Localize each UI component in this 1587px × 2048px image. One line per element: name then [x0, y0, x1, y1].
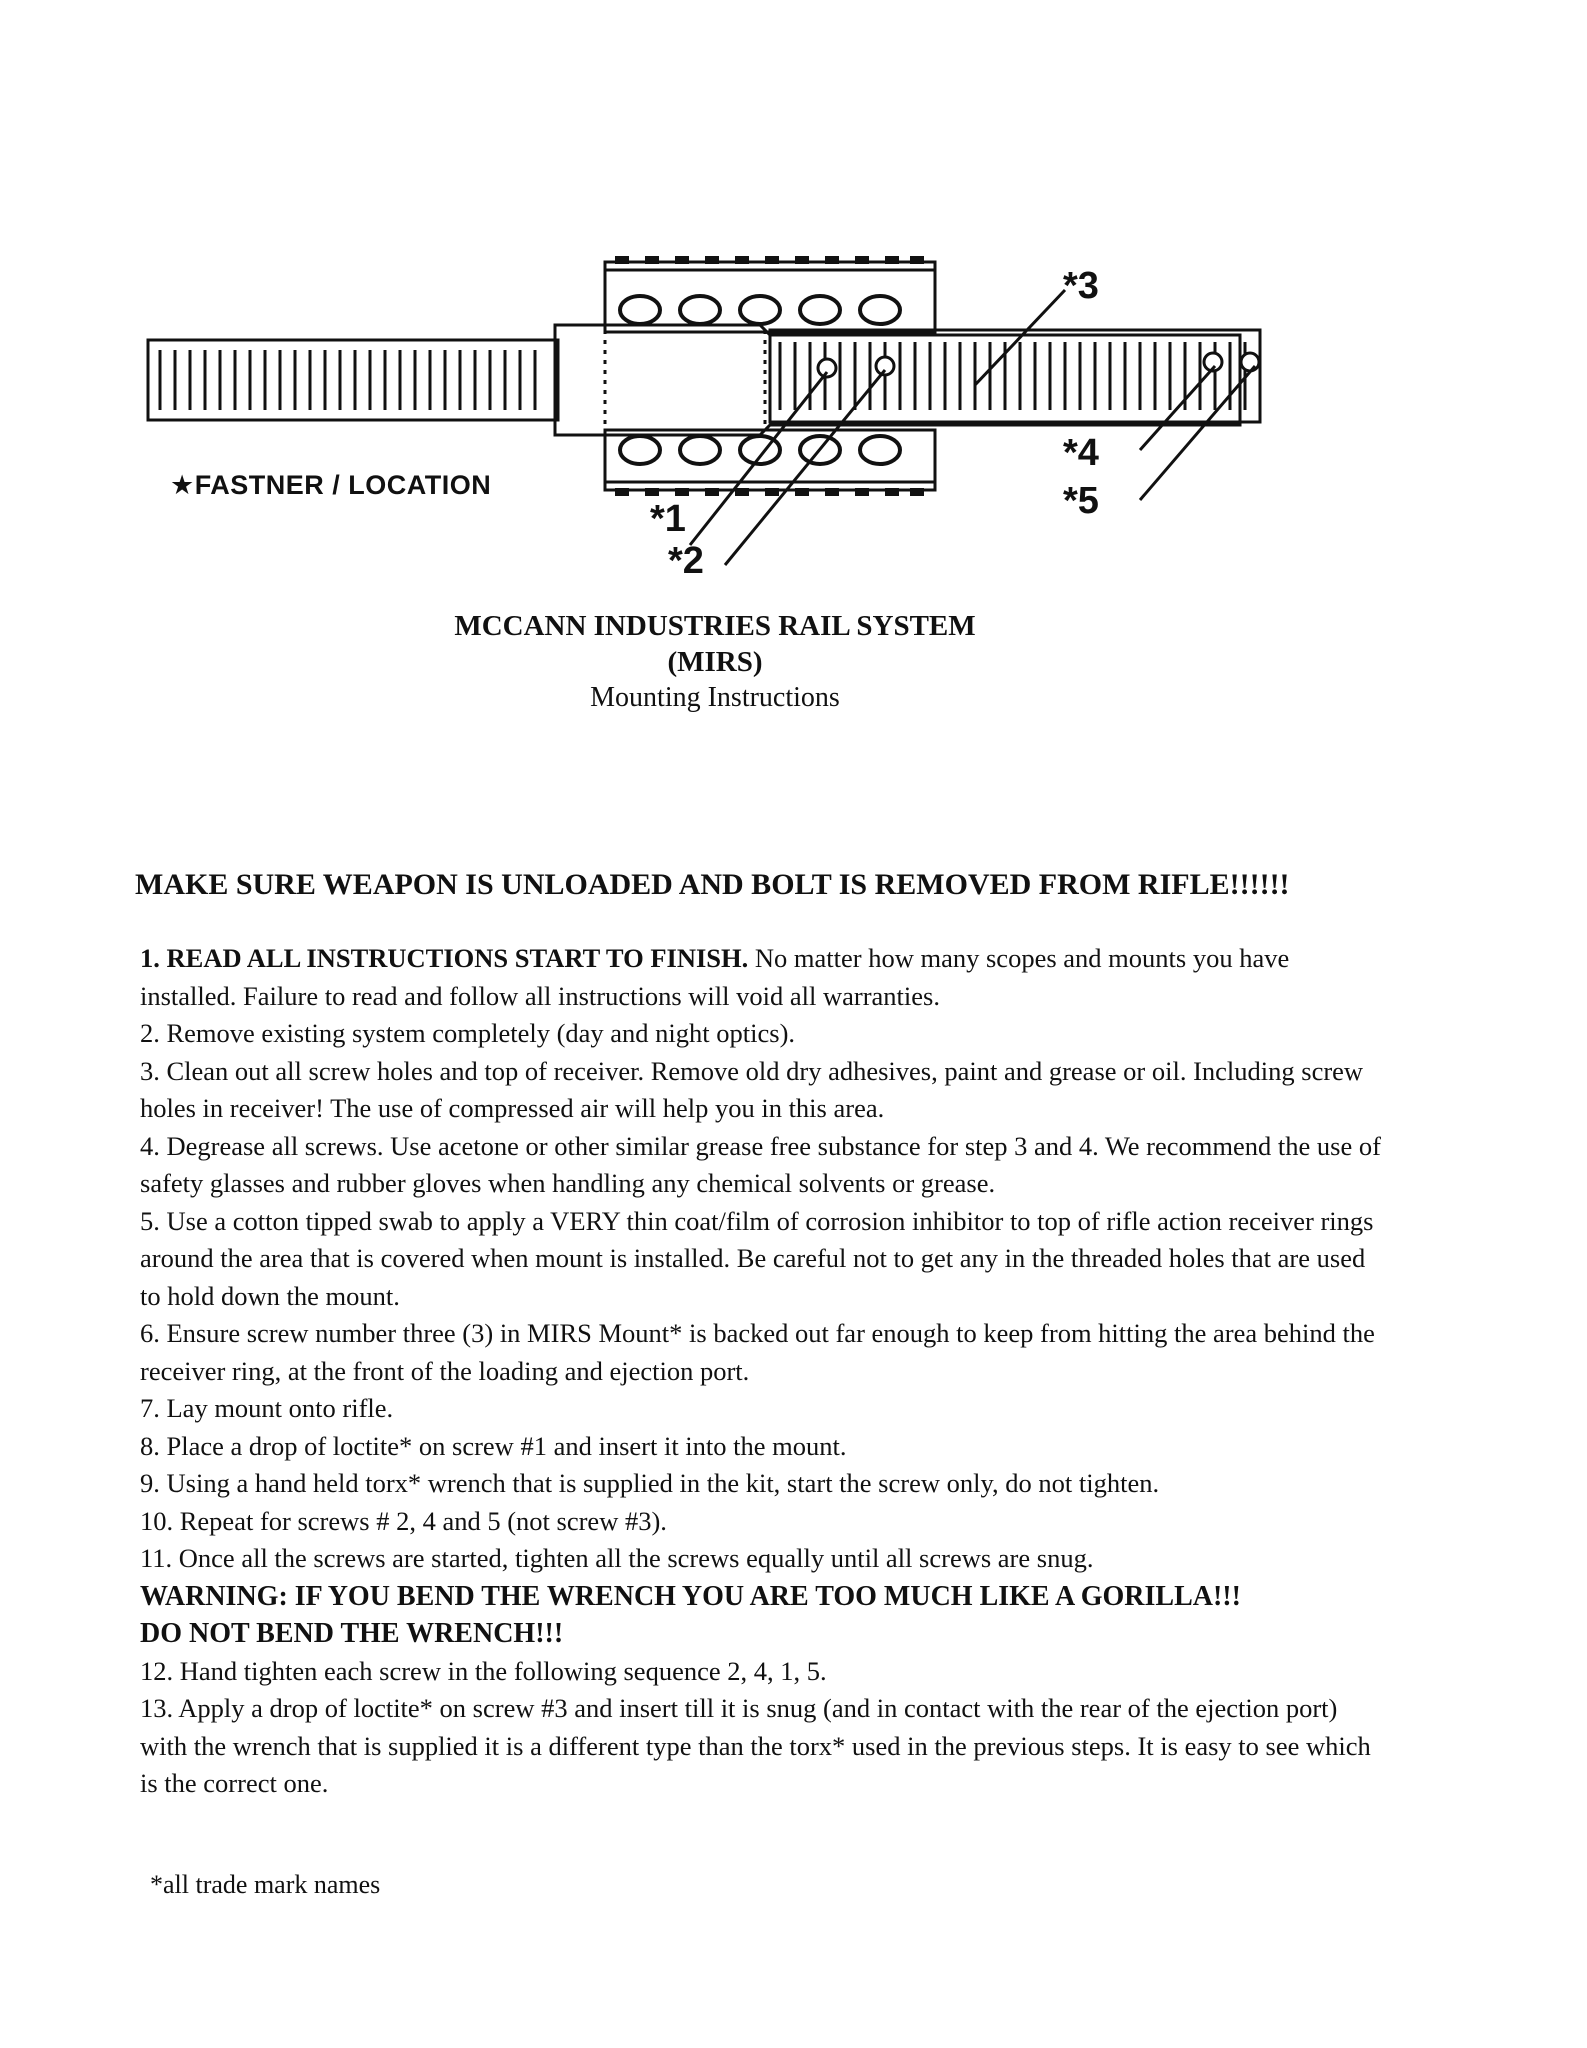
- right-rail-ribs: [780, 342, 1245, 410]
- clamp-bolts: [620, 296, 900, 464]
- step-item: 11. Once all the screws are started, tighten all the screws equally until all screws are snug.: [140, 1543, 1094, 1573]
- instruction-steps: [140, 940, 1390, 1803]
- center-body: [555, 325, 1240, 435]
- step-item: 6. Ensure screw number three (3) in MIRS Mount* is backed out far enough to keep from hitting the area behind the receiver ring, at the front of the loading and ejection port.: [140, 1318, 1375, 1386]
- unload-warning: MAKE SURE WEAPON IS UNLOADED AND BOLT IS REMOVED FROM RIFLE!!!!!!: [135, 868, 1290, 901]
- callout-1: *1: [650, 498, 686, 540]
- rail-diagram-svg: [0, 0, 1587, 600]
- step-item: 8. Place a drop of loctite* on screw #1 and insert it into the mount.: [140, 1430, 847, 1461]
- left-rail: [148, 340, 558, 420]
- title-line-2: (MIRS): [667, 646, 763, 678]
- title-line-1: MCCANN INDUSTRIES RAIL SYSTEM: [454, 610, 976, 642]
- step-item: 10. Repeat for screws # 2, 4 and 5 (not screw #3).: [140, 1505, 667, 1536]
- callout-2: *2: [668, 540, 704, 582]
- leader-4: [1140, 366, 1215, 450]
- step-item: 7. Lay mount onto rifle.: [140, 1393, 394, 1423]
- step-item: 9. Using a hand held torx* wrench that is supplied in the kit, start the screw only, do not tighten.: [140, 1468, 1160, 1498]
- screw-5: [1241, 353, 1259, 371]
- step-item: 3. Clean out all screw holes and top of receiver. Remove old dry adhesives, paint and grease or oil. Including screw holes in receiver! The use of compressed air will help you in this area.: [140, 1055, 1364, 1123]
- gorilla-warning: WARNING: IF YOU BEND THE WRENCH YOU ARE TOO MUCH LIKE A GORILLA!!!: [140, 1580, 1241, 1612]
- step-item: 4. Degrease all screws. Use acetone or other similar grease free substance for step 3 and 4. We recommend the use of safety glasses and rubber gloves when handling any chemical solvents or grease.: [140, 1130, 1381, 1198]
- callout-3: *3: [1063, 265, 1099, 307]
- step-item: 1. READ ALL INSTRUCTIONS START TO FINISH. No matter how many scopes and mounts you have installed. Failure to read and follow all instructions will void all warranties.: [140, 943, 1290, 1011]
- rail-diagram: [0, 0, 1587, 600]
- left-rail-ribs: [160, 350, 535, 410]
- step-item: 13. Apply a drop of loctite* on screw #3 and insert till it is snug (and in contact with the rear of the ejection port) with the wrench that is supplied it is a different type than the torx* used in the previous steps. It is easy to see which is the correct one.: [140, 1693, 1371, 1798]
- step-item: 5. Use a cotton tipped swab to apply a VERY thin coat/film of corrosion inhibitor to top of rifle action receiver rings around the area that is covered when mount is installed. Be careful not to get any in the threaded holes that are used to hold down the mount.: [140, 1205, 1374, 1311]
- title-line-3: Mounting Instructions: [590, 682, 840, 713]
- fastener-legend: ★FASTNER / LOCATION: [170, 470, 492, 500]
- callout-5: *5: [1063, 480, 1099, 522]
- do-not-bend-warning: DO NOT BEND THE WRENCH!!!: [140, 1618, 564, 1649]
- title-block: [0, 608, 1430, 716]
- callout-4: *4: [1063, 432, 1099, 474]
- step-item: 2. Remove existing system completely (day and night optics).: [140, 1018, 796, 1048]
- step-item: 12. Hand tighten each screw in the following sequence 2, 4, 1, 5.: [140, 1655, 827, 1686]
- trademark-footnote: *all trade mark names: [150, 1870, 381, 1899]
